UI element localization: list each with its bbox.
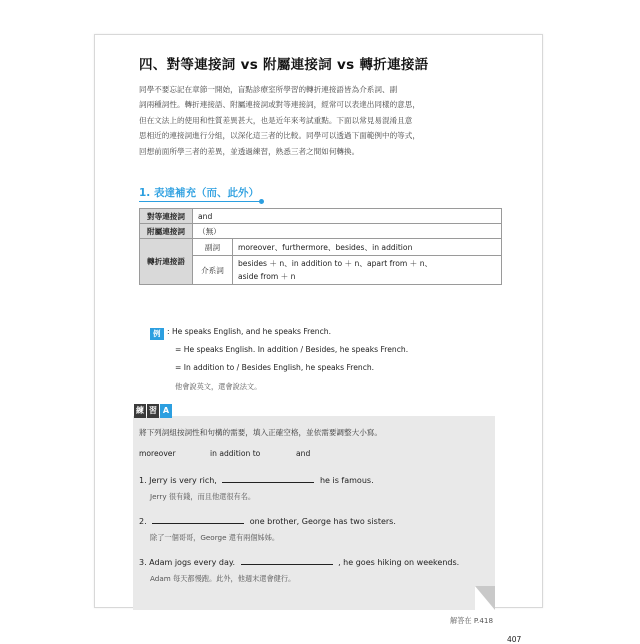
word-bank-item: in addition to [210,449,261,458]
word-bank-item: and [296,449,311,458]
intro-line: 回想前面所學三者的差異，並透過練習，熟悉三者之間如何轉換。 [139,146,360,156]
table-header-cell: 轉折連接語 [140,239,193,285]
example-line: : He speaks English, and he speaks French. [167,327,332,336]
example-line: = He speaks English. In addition / Besides, he speaks French. [175,345,409,354]
question-translation: Jerry 很有錢，而且他還很有名。 [150,492,256,501]
exercise-tab-char: 練 [134,404,146,418]
question-1 [139,474,374,485]
book-page [94,34,543,644]
answer-reference: 解答在 P.418 [450,616,494,625]
exercise-tab-char: 習 [147,404,159,418]
table-header-cell: 附屬連接詞 [140,224,193,239]
table-cell: and [193,209,502,224]
question-text: 1. Jerry is very rich, [139,476,217,485]
table-sub-label: 介系詞 [193,256,233,285]
example-badge: 例 [150,328,164,340]
table-cell [232,256,501,285]
question-text: he is famous. [319,476,374,485]
table-cell: moreover、furthermore、besides、in addition [232,239,501,256]
example-translation: 他會說英文，還會說法文。 [175,382,262,391]
page-number: 407 [507,635,522,644]
table-header-cell: 對等連接詞 [140,209,193,224]
intro-line: 思相近的連接詞進行分組，以深化這三者的比較。同學可以透過下面範例中的等式， [139,131,420,141]
intro-line: 同學不要忘記在章節一開始，盲點診療室所學習的轉折連接語皆為介系詞、副 [139,85,398,94]
table-row [140,209,502,224]
section-heading: 1. 表達補充（而、此外） [139,187,259,199]
table-cell: （無） [193,224,502,239]
question-2 [139,515,396,526]
table-cell-line: besides ＋ n、in addition to ＋ n、apart from ＋ n、 [237,259,433,268]
question-text: , he goes hiking on weekends. [338,558,460,567]
exercise-instruction: 將下列詞組按詞性和句構的需要，填入正確空格，並依需要調整大小寫。 [139,428,382,437]
example-line: = In addition to / Besides English, he speaks French. [175,363,375,372]
table-sub-label: 副詞 [193,239,233,256]
answer-blank[interactable] [152,515,244,524]
word-bank-item: moreover [139,449,176,458]
table-cell-line: aside from ＋ n [237,272,296,281]
page-title: 四、對等連接詞 vs 附屬連接詞 vs 轉折連接語 [139,57,429,73]
question-translation: Adam 每天都慢跑。此外，他週末還會健行。 [150,574,296,583]
intro-line: 詞兩種詞性。轉折連接語、附屬連接詞或對等連接詞，經常可以表達出同樣的意思， [139,100,420,110]
table-row [140,256,502,285]
question-translation: 除了一個哥哥，George 還有兩個姊姊。 [150,533,280,542]
page-fold-corner [475,586,495,610]
table-row [140,239,502,256]
question-text: 3. Adam jogs every day. [139,558,235,567]
exercise-tab [134,404,172,418]
exercise-tab-letter: A [160,404,172,418]
intro-line: 但在文法上的使用和性質差異甚大，也是近年來考試重點。下面以常見易混淆且意 [139,115,413,125]
section-underline [139,201,263,202]
question-text: one brother, George has two sisters. [249,517,396,526]
question-3 [139,556,459,567]
conjunction-table [139,208,502,285]
answer-blank[interactable] [222,474,314,483]
answer-blank[interactable] [241,556,333,565]
question-text: 2. [139,517,147,526]
table-row [140,224,502,239]
intro-paragraph [139,82,507,159]
section-underline-dot [259,199,264,204]
